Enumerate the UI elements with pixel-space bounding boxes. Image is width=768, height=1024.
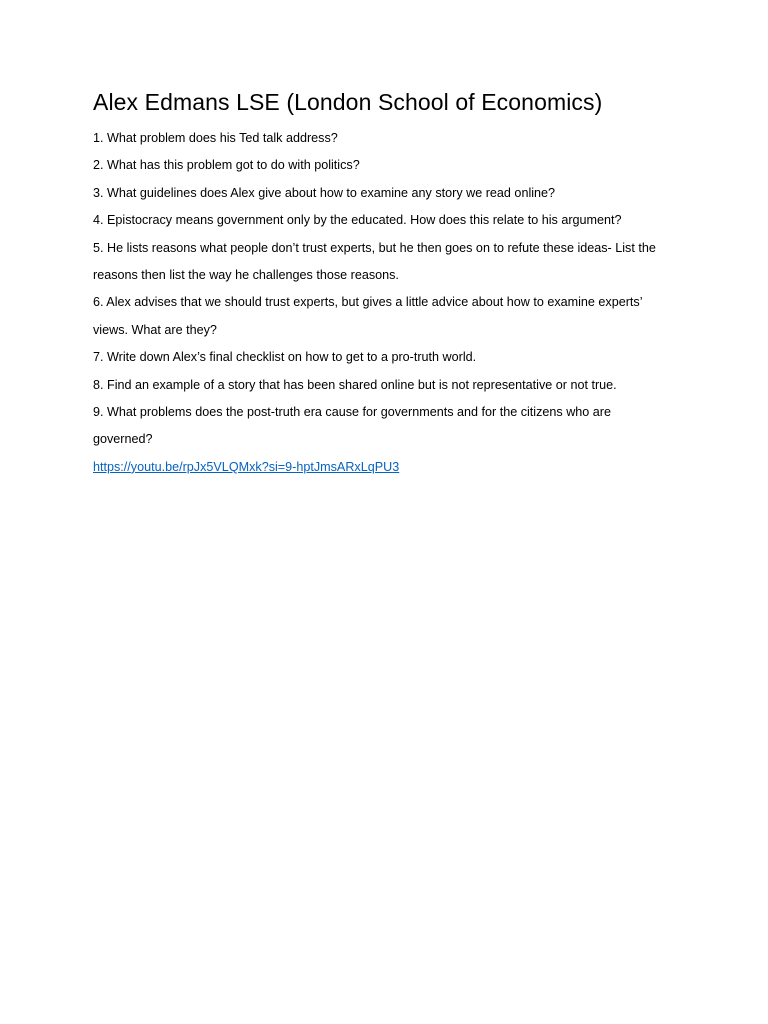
document-body [93,86,668,481]
question-9: 9. What problems does the post-truth era cause for governments and for the citizens who are governed? [93,405,612,447]
question-8: 8. Find an example of a story that has been shared online but is not representative or not true. [93,377,617,392]
question-4: 4. Epistocracy means government only by the educated. How does this relate to his argument? [93,213,622,228]
document-title: Alex Edmans LSE (London School of Economics) [93,89,603,115]
question-7: 7. Write down Alex’s final checklist on how to get to a pro-truth world. [93,350,477,365]
question-6: 6. Alex advises that we should trust experts, but gives a little advice about how to examine experts’ views. What are they? [93,295,643,337]
question-2: 2. What has this problem got to do with politics? [93,158,360,173]
youtube-link[interactable]: https://youtu.be/rpJx5VLQMxk?si=9-hptJmsARxLqPU3 [93,459,400,474]
question-5: 5. He lists reasons what people don’t trust experts, but he then goes on to refute these ideas- List the reasons then list the way he challenges those reasons. [93,240,656,283]
question-3: 3. What guidelines does Alex give about how to examine any story we read online? [93,185,556,200]
question-1: 1. What problem does his Ted talk address? [93,131,338,145]
